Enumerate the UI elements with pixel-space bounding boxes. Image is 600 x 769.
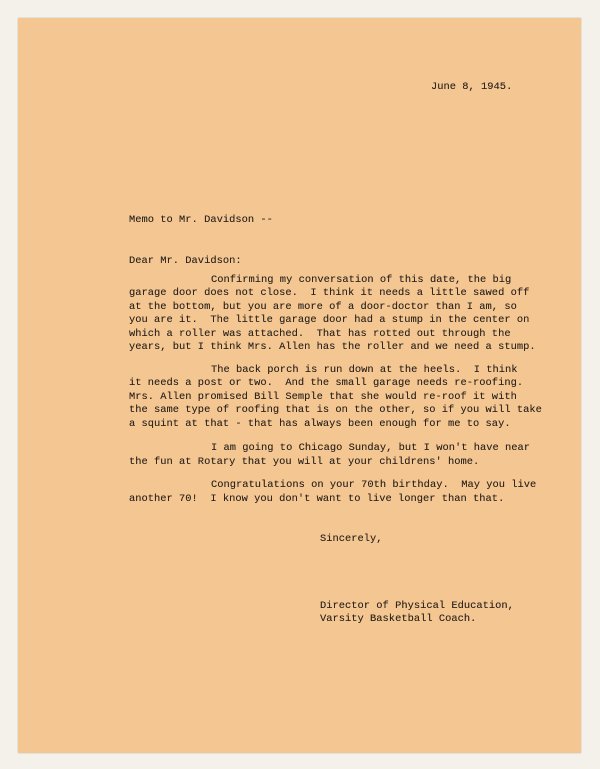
letter-date: June 8, 1945. <box>431 81 513 93</box>
paragraph-line: The back porch is run down at the heels. I think <box>211 364 518 376</box>
signature-title-1: Director of Physical Education, <box>320 600 514 612</box>
paragraph-line: another 70! I know you don't want to live longer than that. <box>129 493 505 505</box>
paragraph-line: Congratulations on your 70th birthday. May you live <box>211 479 537 491</box>
paragraph-line: the fun at Rotary that you will at your childrens' home. <box>129 456 480 468</box>
paragraph-line: years, but I think Mrs. Allen has the roller and we need a stump. <box>129 341 536 353</box>
paragraph-line: a squint at that - that has always been enough for me to say. <box>129 418 511 430</box>
paragraph-line: garage door does not close. I think it needs a little sawed off <box>129 287 530 299</box>
signature-title-2: Varsity Basketball Coach. <box>320 613 477 625</box>
paragraph-line: I am going to Chicago Sunday, but I won't have near <box>211 442 531 454</box>
paragraph-line: which a roller was attached. That has rotted out through the <box>129 328 511 340</box>
salutation: Dear Mr. Davidson: <box>129 255 242 267</box>
paragraph-line: Confirming my conversation of this date, the big <box>211 274 512 286</box>
paragraph-line: Mrs. Allen promised Bill Semple that she would re-roof it with <box>129 391 517 403</box>
paragraph-line: the same type of roofing that is on the other, so if you will take <box>129 404 542 416</box>
closing: Sincerely, <box>320 533 383 545</box>
paragraph-line: you are it. The little garage door had a stump in the center on <box>129 314 530 326</box>
letter-page <box>18 18 581 753</box>
paragraph-line: it needs a post or two. And the small garage needs re-roofing. <box>129 377 524 389</box>
memo-line: Memo to Mr. Davidson -- <box>129 214 273 226</box>
paragraph-line: at the bottom, but you are more of a door-doctor than I am, so <box>129 301 517 313</box>
